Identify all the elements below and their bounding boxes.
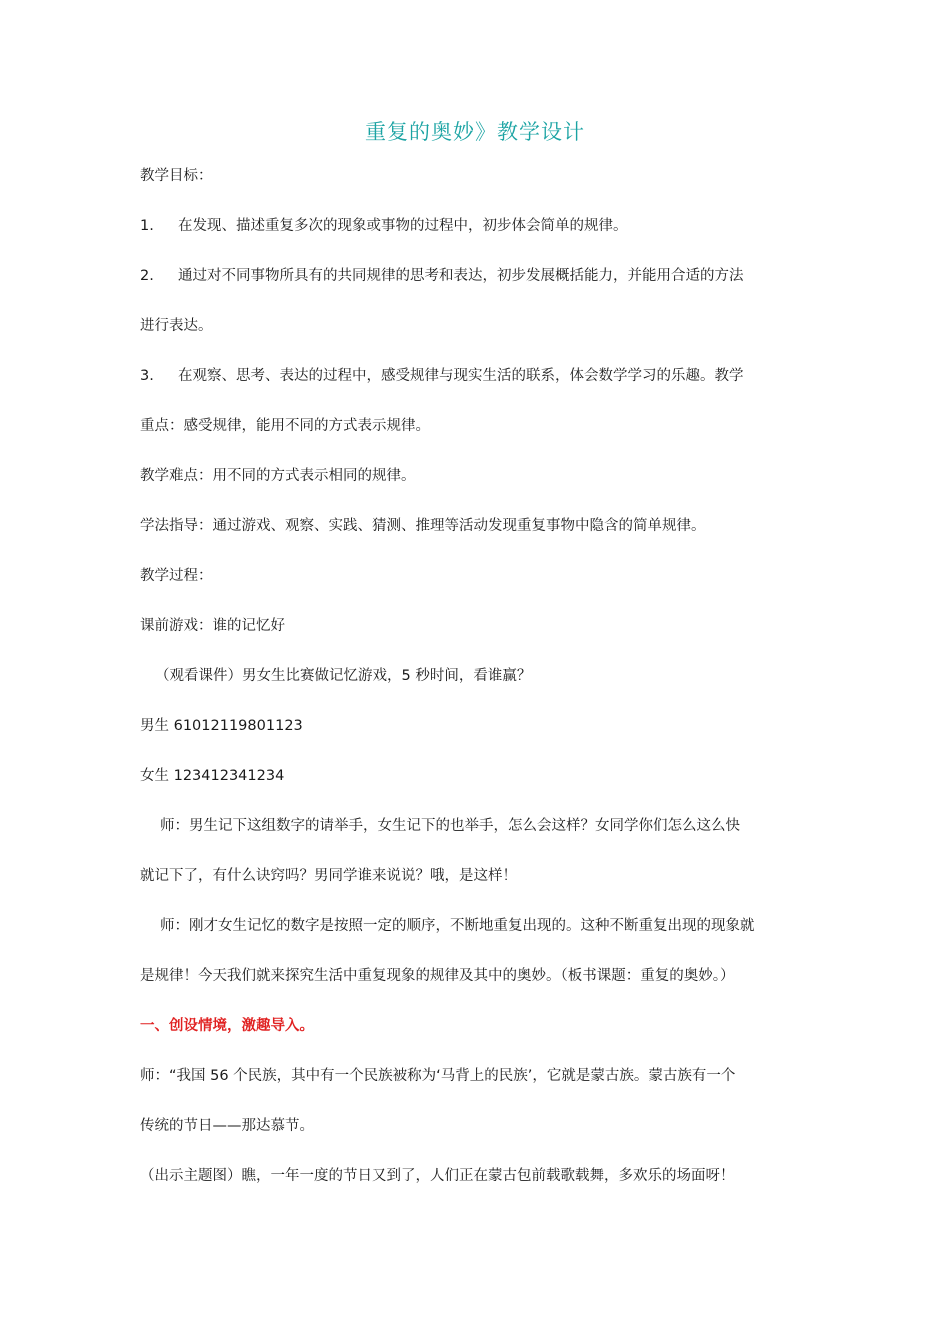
goal-item-2-continued: 进行表达。 [140, 318, 213, 334]
boys-numbers: 男生 61012119801123 [140, 718, 303, 734]
goal-text: 通过对不同事物所具有的共同规律的思考和表达，初步发展概括能力，并能用合适的方法 [178, 268, 744, 284]
teacher-remark-1: 师：男生记下这组数字的请举手，女生记下的也举手，怎么会这样？女同学你们怎么这么快 [160, 818, 740, 834]
goal-text: 在发现、描述重复多次的现象或事物的过程中，初步体会简单的规律。 [178, 218, 628, 234]
section-heading-intro: 一、创设情境，激趣导入。 [140, 1018, 314, 1034]
teacher-intro-continued: 传统的节日——那达慕节。 [140, 1118, 314, 1134]
teacher-intro: 师：“我国 56 个民族，其中有一个民族被称为‘马背上的民族’，它就是蒙古族。蒙古族有一个 [140, 1068, 736, 1084]
section-teaching-process: 教学过程： [140, 568, 213, 584]
teacher-remark-1-continued: 就记下了，有什么诀窍吗？男同学谁来说说？哦，是这样！ [140, 868, 517, 884]
girls-numbers: 女生 123412341234 [140, 768, 285, 784]
teacher-remark-2-continued: 是规律！今天我们就来探究生活中重复现象的规律及其中的奥妙。（板书课题：重复的奥妙。） [140, 968, 735, 984]
learning-guidance: 学法指导：通过游戏、观察、实践、猜测、推理等活动发现重复事物中隐含的简单规律。 [140, 518, 706, 534]
pre-class-game: 课前游戏：谁的记忆好 [140, 618, 285, 634]
goal-number: 1. [140, 218, 154, 234]
goal-item-2 [140, 266, 744, 286]
teacher-remark-2: 师：刚才女生记忆的数字是按照一定的顺序，不断地重复出现的。这种不断重复出现的现象就 [160, 918, 755, 934]
goal-number: 2. [140, 268, 154, 284]
theme-picture-description: （出示主题图）瞧，一年一度的节日又到了，人们正在蒙古包前载歌载舞，多欢乐的场面呀！ [140, 1168, 735, 1184]
teaching-difficulties: 教学难点：用不同的方式表示相同的规律。 [140, 468, 416, 484]
game-description: （观看课件）男女生比赛做记忆游戏，5 秒时间，看谁赢？ [155, 668, 532, 684]
section-teaching-goals: 教学目标： [140, 168, 213, 184]
goal-text: 在观察、思考、表达的过程中，感受规律与现实生活的联系，体会数学学习的乐趣。教学 [178, 368, 744, 384]
goal-number: 3. [140, 368, 154, 384]
document-title: 重复的奥妙》教学设计 [365, 120, 585, 144]
goal-item-3 [140, 366, 744, 386]
goal-item-1 [140, 216, 628, 236]
teaching-key-points: 重点：感受规律，能用不同的方式表示规律。 [140, 418, 430, 434]
